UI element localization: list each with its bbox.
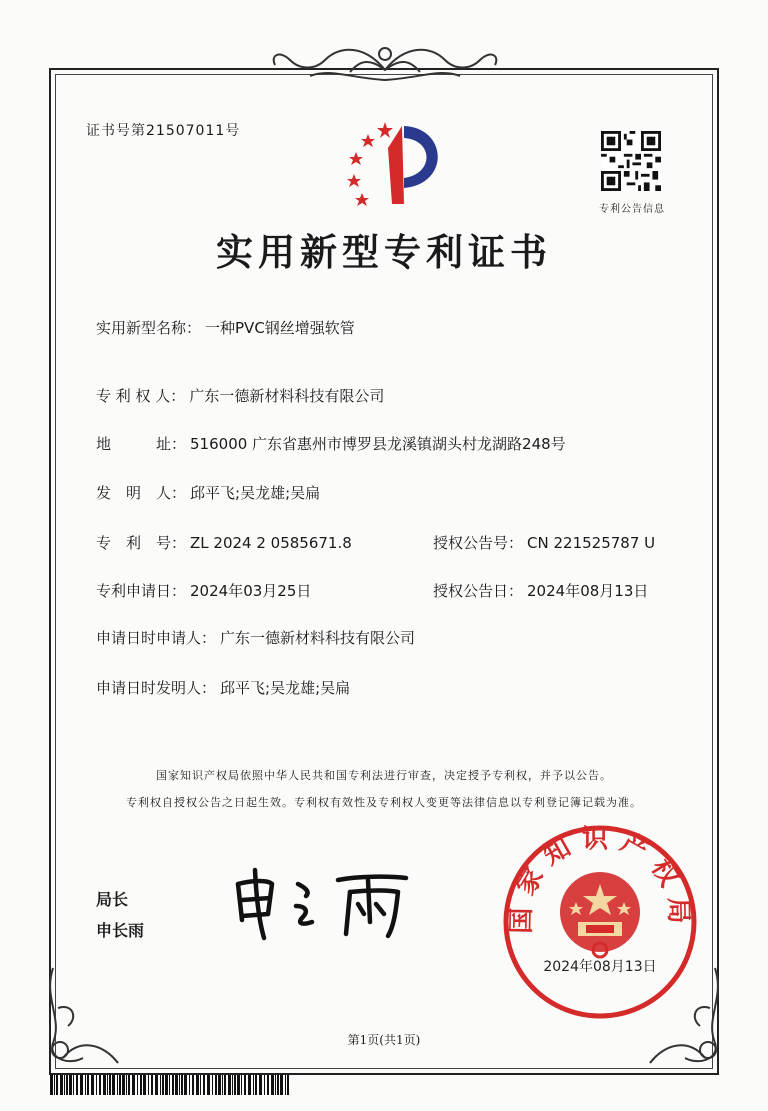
barcode-bar: [117, 1075, 118, 1095]
field-value: 2024年08月13日: [527, 582, 649, 600]
barcode-bar: [112, 1075, 115, 1095]
barcode-bar: [140, 1075, 142, 1095]
barcode-bar: [248, 1075, 251, 1095]
notice-line-2: 专利权自授权公告之日起生效。专利权有效性及专利权人变更等法律信息以专利登记簿记载为准。: [126, 796, 642, 809]
qr-code-icon[interactable]: [601, 131, 661, 191]
field-value: 2024年03月25日: [190, 582, 312, 600]
svg-text:国家知识产权局: 国家知识产权局: [506, 824, 694, 934]
field-value: 一种PVC钢丝增强软管: [205, 319, 355, 337]
inventor-row: [96, 482, 320, 503]
barcode-bar: [264, 1075, 265, 1095]
barcode-bar: [222, 1075, 223, 1095]
barcode-bar: [237, 1075, 240, 1095]
barcode-bar: [192, 1075, 194, 1095]
barcode-bar: [148, 1075, 149, 1095]
barcode-bar: [203, 1075, 205, 1095]
field-label: 专 利 号：: [96, 534, 187, 552]
filing-date-row: [96, 580, 311, 601]
barcode-bar: [155, 1075, 158, 1095]
field-label: 申请日时发明人：: [96, 679, 217, 697]
barcode-bar: [218, 1075, 221, 1095]
field-value: ZL 2024 2 0585671.8: [190, 534, 352, 552]
barcode-bar: [179, 1075, 180, 1095]
barcode-bar: [241, 1075, 242, 1095]
field-value: 广东一德新材料科技有限公司: [220, 629, 416, 647]
barcode-bar: [80, 1075, 83, 1095]
barcode-bar: [255, 1075, 257, 1095]
barcode-bar: [285, 1075, 286, 1095]
barcode-bar: [228, 1075, 231, 1095]
patent-number-row: [96, 532, 352, 553]
address-row: [96, 433, 566, 454]
barcode-bar: [151, 1075, 153, 1095]
signer-title: 局长: [96, 890, 129, 909]
certificate-number: 证书号第21507011号: [86, 123, 241, 139]
barcode-bar: [126, 1075, 127, 1095]
barcode-bar: [54, 1075, 55, 1095]
field-value: 邱平飞;吴龙雄;吴扁: [190, 484, 321, 502]
grant-date-row: [433, 580, 648, 601]
field-label: 地 址：: [96, 435, 187, 453]
field-label: 发 明 人：: [96, 484, 187, 502]
barcode-bar: [244, 1075, 246, 1095]
barcode-bar: [107, 1075, 108, 1095]
barcode-bar: [76, 1075, 78, 1095]
qr-caption: 专利公告信息: [599, 204, 665, 215]
barcode-bar: [103, 1075, 106, 1095]
field-label: 申请日时申请人：: [96, 629, 217, 647]
barcode-bar: [271, 1075, 274, 1095]
barcode-bar: [73, 1075, 74, 1095]
barcode-bar: [66, 1075, 68, 1095]
barcode-bar: [181, 1075, 183, 1095]
signer-name: 申长雨: [96, 921, 145, 940]
barcode-bar: [50, 1075, 53, 1095]
barcode-bar: [215, 1075, 217, 1095]
official-seal: [500, 822, 700, 1022]
page-title: 实用新型专利证书: [216, 231, 552, 274]
barcode-bar: [212, 1075, 213, 1095]
utility-model-name-row: [96, 317, 355, 338]
barcode-icon: [50, 1075, 290, 1095]
applicant-inventor-row: [96, 677, 350, 698]
barcode-bar: [267, 1075, 269, 1095]
barcode-bar: [165, 1075, 168, 1095]
barcode-bar: [196, 1075, 199, 1095]
barcode-bar: [287, 1075, 289, 1095]
barcode-bar: [172, 1075, 174, 1095]
grant-number-row: [433, 532, 655, 553]
bottom-left-ornament: [38, 958, 128, 1068]
seal-date: 2024年08月13日: [543, 959, 657, 975]
barcode-bar: [69, 1075, 72, 1095]
barcode-bar: [169, 1075, 170, 1095]
barcode-bar: [232, 1075, 233, 1095]
barcode-bar: [128, 1075, 130, 1095]
barcode-bar: [143, 1075, 146, 1095]
barcode-bar: [189, 1075, 190, 1095]
top-ornament: [270, 40, 500, 84]
applicant-row: [96, 627, 415, 648]
patent-owner-row: [96, 385, 384, 406]
field-value: 516000 广东省惠州市博罗县龙溪镇湖头村龙湖路248号: [190, 435, 566, 453]
barcode-bar: [137, 1075, 138, 1095]
page-number: 第1页(共1页): [347, 1033, 421, 1047]
field-value: 邱平飞;吴龙雄;吴扁: [220, 679, 351, 697]
barcode-bar: [64, 1075, 65, 1095]
barcode-bar: [253, 1075, 254, 1095]
barcode-bar: [234, 1075, 236, 1095]
field-label: 授权公告号：: [433, 534, 524, 552]
field-label: 实用新型名称：: [96, 319, 202, 337]
barcode-bar: [259, 1075, 262, 1095]
field-label: 专 利 权 人：: [96, 387, 186, 405]
barcode-bar: [160, 1075, 161, 1095]
cnipa-logo-icon: [330, 118, 450, 210]
notice-line-1: 国家知识产权局依照中华人民共和国专利法进行审查，决定授予专利权，并予以公告。: [156, 769, 612, 782]
barcode-bar: [280, 1075, 283, 1095]
barcode-bar: [175, 1075, 178, 1095]
barcode-bar: [96, 1075, 97, 1095]
barcode-bar: [85, 1075, 86, 1095]
barcode-bar: [99, 1075, 101, 1095]
barcode-bar: [87, 1075, 89, 1095]
barcode-bar: [184, 1075, 187, 1095]
handwritten-signature: [228, 862, 418, 942]
barcode-bar: [109, 1075, 111, 1095]
barcode-bar: [200, 1075, 201, 1095]
barcode-bar: [277, 1075, 279, 1095]
barcode-bar: [56, 1075, 58, 1095]
barcode-bar: [275, 1075, 276, 1095]
barcode-bar: [162, 1075, 164, 1095]
barcode-bar: [224, 1075, 226, 1095]
barcode-bar: [122, 1075, 125, 1095]
field-label: 专利申请日：: [96, 582, 187, 600]
field-value: 广东一德新材料科技有限公司: [189, 387, 385, 405]
field-label: 授权公告日：: [433, 582, 524, 600]
barcode-bar: [119, 1075, 121, 1095]
barcode-bar: [60, 1075, 63, 1095]
field-value: CN 221525787 U: [527, 534, 656, 552]
barcode-bar: [91, 1075, 94, 1095]
barcode-bar: [207, 1075, 210, 1095]
barcode-bar: [132, 1075, 135, 1095]
